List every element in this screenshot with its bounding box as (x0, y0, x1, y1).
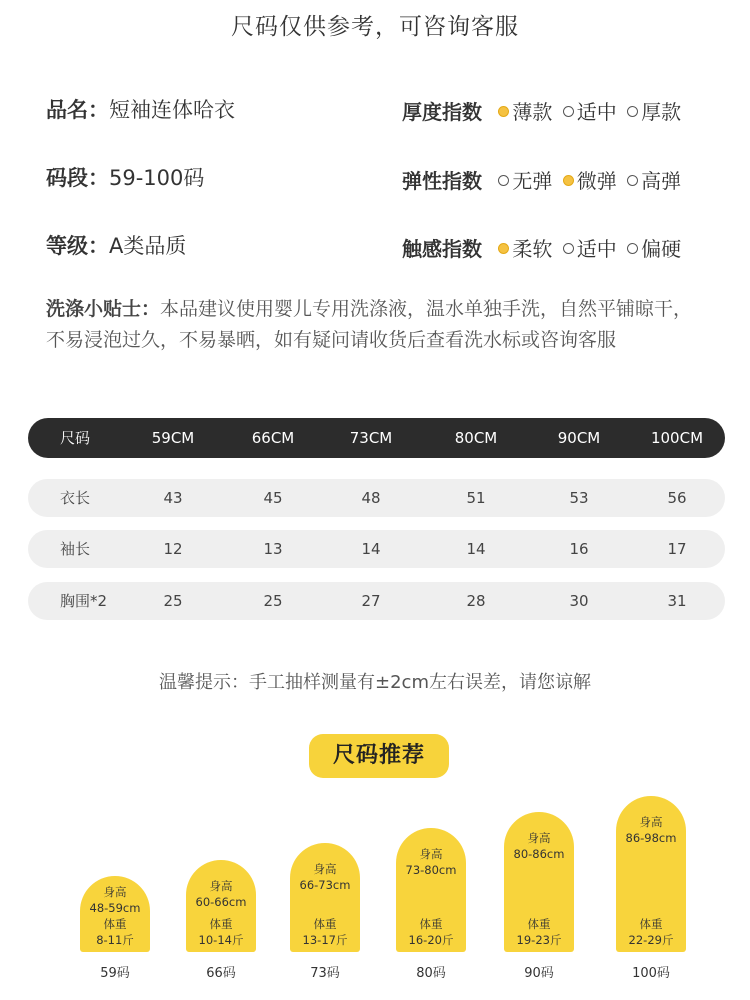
weight-range: 8-11斤 (96, 933, 134, 947)
page-title: 尺码仅供参考，可咨询客服 (231, 14, 519, 40)
radio-dot-icon (563, 106, 574, 117)
table-header-cell: 90CM (557, 429, 601, 447)
index-label: 触感指数 (402, 237, 482, 261)
table-cell: 25 (163, 592, 183, 610)
index-option: 适中 (563, 96, 617, 125)
height-range: 66-73cm (299, 878, 351, 892)
info-size-range (46, 162, 204, 192)
index-option: 微弹 (563, 165, 617, 194)
table-cell: 14 (361, 540, 381, 558)
radio-dot-icon (498, 106, 509, 117)
row-label: 衣长 (60, 489, 91, 507)
row-label: 袖长 (60, 540, 91, 558)
washing-tips (46, 294, 706, 356)
index-label: 弹性指数 (402, 169, 482, 193)
radio-dot-icon (627, 175, 638, 186)
radio-dot-icon (627, 243, 638, 254)
bar-size-label: 73码 (310, 966, 340, 981)
index-option: 适中 (563, 233, 617, 262)
info-label: 品名： (46, 98, 109, 122)
table-cell: 16 (569, 540, 589, 558)
index-option: 厚款 (627, 96, 681, 125)
row-label: 胸围*2 (60, 592, 108, 610)
info-product-name (46, 94, 235, 124)
index-option: 偏硬 (627, 233, 681, 262)
tips-text: 本品建议使用婴儿专用洗涤液，温水单独手洗，自然平铺晾干，不易浸泡过久，不易暴晒，如有疑问请收货后查看洗水标或咨询客服 (46, 298, 693, 351)
info-value: A类品质 (109, 234, 187, 258)
table-cell: 14 (466, 540, 486, 558)
table-row (28, 479, 725, 517)
table-header-cell: 80CM (454, 429, 498, 447)
index-option: 薄款 (498, 96, 552, 125)
table-cell: 27 (361, 592, 381, 610)
table-header-cell: 59CM (151, 429, 195, 447)
size-bar: 身高 48-59cm 体重 8-11斤 (80, 876, 150, 952)
size-bar: 身高 86-98cm 体重 22-29斤 (616, 796, 686, 952)
index-label: 厚度指数 (402, 100, 482, 124)
table-cell: 51 (466, 489, 486, 507)
touch-index (402, 233, 685, 262)
tips-label: 洗涤小贴士： (46, 298, 161, 320)
weight-range: 19-23斤 (516, 933, 562, 947)
table-row (28, 582, 725, 620)
table-cell: 25 (263, 592, 283, 610)
table-cell: 53 (569, 489, 589, 507)
table-cell: 30 (569, 592, 589, 610)
size-bar: 身高 73-80cm 体重 16-20斤 (396, 828, 466, 952)
elasticity-index (402, 165, 685, 194)
info-value: 短袖连体哈衣 (109, 98, 235, 122)
height-range: 60-66cm (195, 895, 247, 909)
table-cell: 28 (466, 592, 486, 610)
radio-dot-icon (563, 175, 574, 186)
measurement-note: 温馨提示：手工抽样测量有±2cm左右误差，请您谅解 (159, 672, 591, 693)
radio-dot-icon (498, 243, 509, 254)
table-header-cell: 尺码 (60, 429, 91, 447)
bar-size-label: 100码 (632, 966, 670, 981)
size-bar: 身高 80-86cm 体重 19-23斤 (504, 812, 574, 952)
weight-range: 13-17斤 (302, 933, 348, 947)
table-cell: 56 (667, 489, 687, 507)
table-header-cell: 100CM (650, 429, 704, 447)
table-cell: 13 (263, 540, 283, 558)
weight-range: 10-14斤 (198, 933, 244, 947)
height-range: 86-98cm (625, 831, 677, 845)
radio-dot-icon (498, 175, 509, 186)
size-bar: 身高 66-73cm 体重 13-17斤 (290, 843, 360, 952)
height-range: 80-86cm (513, 847, 565, 861)
thickness-index (402, 96, 685, 125)
info-label: 码段： (46, 166, 109, 190)
table-header-cell: 66CM (251, 429, 295, 447)
info-value: 59-100码 (109, 166, 205, 190)
bar-size-label: 90码 (524, 966, 554, 981)
table-cell: 45 (263, 489, 283, 507)
info-label: 等级： (46, 234, 109, 258)
table-cell: 48 (361, 489, 381, 507)
table-row (28, 530, 725, 568)
table-cell: 43 (163, 489, 183, 507)
radio-dot-icon (563, 243, 574, 254)
height-range: 48-59cm (89, 901, 141, 915)
weight-range: 16-20斤 (408, 933, 454, 947)
index-option: 高弹 (627, 165, 681, 194)
table-header-cell: 73CM (349, 429, 393, 447)
index-option: 无弹 (498, 165, 552, 194)
height-range: 73-80cm (405, 863, 457, 877)
bar-size-label: 66码 (206, 966, 236, 981)
size-recommend-title: 尺码推荐 (309, 734, 449, 778)
index-option: 柔软 (498, 233, 552, 262)
size-bar: 身高 60-66cm 体重 10-14斤 (186, 860, 256, 952)
weight-range: 22-29斤 (628, 933, 674, 947)
table-cell: 17 (667, 540, 687, 558)
table-cell: 31 (667, 592, 687, 610)
bar-size-label: 59码 (100, 966, 130, 981)
table-cell: 12 (163, 540, 183, 558)
info-grade (46, 230, 186, 260)
radio-dot-icon (627, 106, 638, 117)
bar-size-label: 80码 (416, 966, 446, 981)
size-table-header (28, 418, 725, 458)
